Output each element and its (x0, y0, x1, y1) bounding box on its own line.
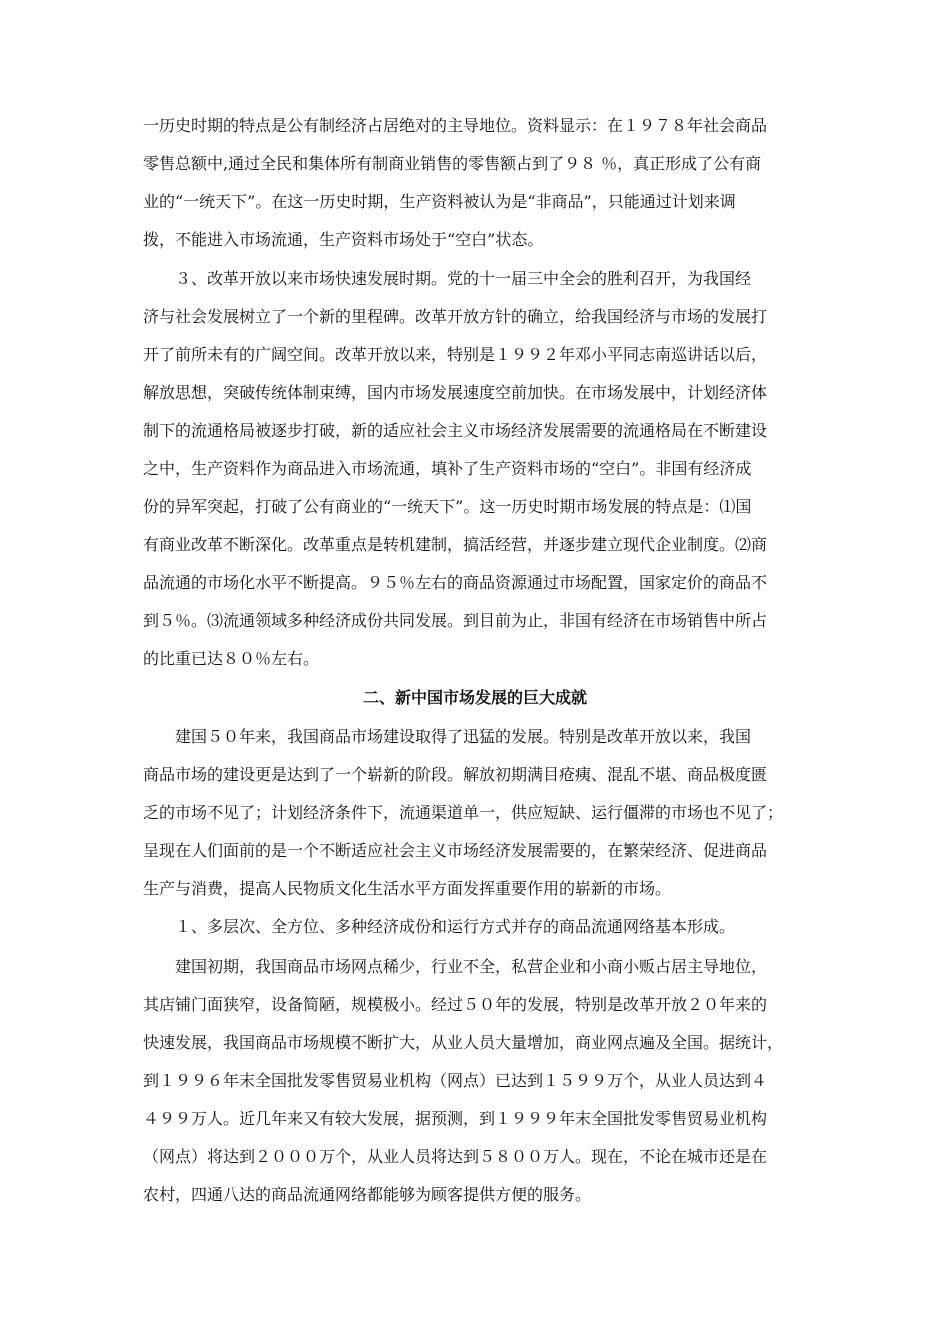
text-line: 快速发展，我国商品市场规模不断扩大，从业人员大量增加，商业网点遍及全国。据统计， (143, 1033, 784, 1052)
text-line: 零售总额中,通过全民和集体所有制商业销售的零售额占到了９８ ％，真正形成了公有商 (143, 154, 762, 173)
text-line: 之中，生产资料作为商品进入市场流通，填补了生产资料市场的“空白”。非国有经济成 (143, 459, 752, 478)
text-line: 开了前所未有的广阔空间。改革开放以来，特别是１９９２年邓小平同志南巡讲话以后， (143, 345, 768, 364)
text-line: 乏的市场不见了；计划经济条件下，流通渠道单一，供应短缺、运行僵滞的市场也不见了； (143, 803, 784, 822)
text-line: 有商业改革不断深化。改革重点是转机建制，搞活经营，并逐步建立现代企业制度。⑵商 (143, 535, 768, 554)
text-line: 的比重已达８０％左右。 (143, 649, 320, 668)
text-line: ４９９万人。近几年来又有较大发展，据预测，到１９９９年末全国批发零售贸易业机构 (143, 1109, 768, 1128)
text-line: 呈现在人们面前的是一个不断适应社会主义市场经济发展需要的，在繁荣经济、促进商品 (143, 841, 768, 860)
text-line: 建国５０年来，我国商品市场建设取得了迅猛的发展。特别是改革开放以来，我国 (143, 727, 752, 746)
text-line: 拨，不能进入市场流通，生产资料市场处于“空白”状态。 (143, 230, 544, 249)
text-line: 品流通的市场化水平不断提高。９５％左右的商品资源通过市场配置，国家定价的商品不 (143, 573, 768, 592)
section-heading: 二、新中国市场发展的巨大成就 (362, 688, 587, 707)
text-line: 建国初期，我国商品市场网点稀少，行业不全，私营企业和小商小贩占居主导地位， (143, 957, 768, 976)
text-line: 到１９９６年末全国批发零售贸易业机构（网点）已达到１５９９万个，从业人员达到４ (143, 1071, 768, 1090)
subsection-title: １、多层次、全方位、多种经济成份和运行方式并存的商品流通网络基本形成。 (143, 917, 736, 936)
text-line: 到５％。⑶流通领域多种经济成份共同发展。到目前为止，非国有经济在市场销售中所占 (143, 611, 768, 630)
text-line: （网点）将达到２０００万个，从业人员将达到５８００万人。现在，不论在城市还是在 (143, 1147, 768, 1166)
text-line: 业的“一统天下”。在这一历史时期，生产资料被认为是“非商品”，只能通过计划来调 (143, 192, 736, 211)
text-line: 商品市场的建设更是达到了一个崭新的阶段。解放初期满目疮痍、混乱不堪、商品极度匮 (143, 765, 768, 784)
text-line: 解放思想，突破传统体制束缚，国内市场发展速度空前加快。在市场发展中，计划经济体 (143, 383, 768, 402)
text-line: 济与社会发展树立了一个新的里程碑。改革开放方针的确立，给我国经济与市场的发展打 (143, 307, 768, 326)
text-line: 生产与消费，提高人民物质文化生活水平方面发挥重要作用的崭新的市场。 (143, 879, 672, 898)
text-line: 农村，四通八达的商品流通网络都能够为顾客提供方便的服务。 (143, 1185, 592, 1204)
text-line: 制下的流通格局被逐步打破，新的适应社会主义市场经济发展需要的流通格局在不断建设 (143, 421, 768, 440)
text-line: ３、改革开放以来市场快速发展时期。党的十一届三中全会的胜利召开，为我国经 (143, 269, 752, 288)
text-line: 一历史时期的特点是公有制经济占居绝对的主导地位。资料显示：在１９７８年社会商品 (143, 116, 768, 135)
text-line: 其店铺门面狭窄，设备简陋，规模极小。经过５０年的发展，特别是改革开放２０年来的 (143, 995, 768, 1014)
text-line: 份的异军突起，打破了公有商业的“一统天下”。这一历史时期市场发展的特点是：⑴国 (143, 497, 752, 516)
